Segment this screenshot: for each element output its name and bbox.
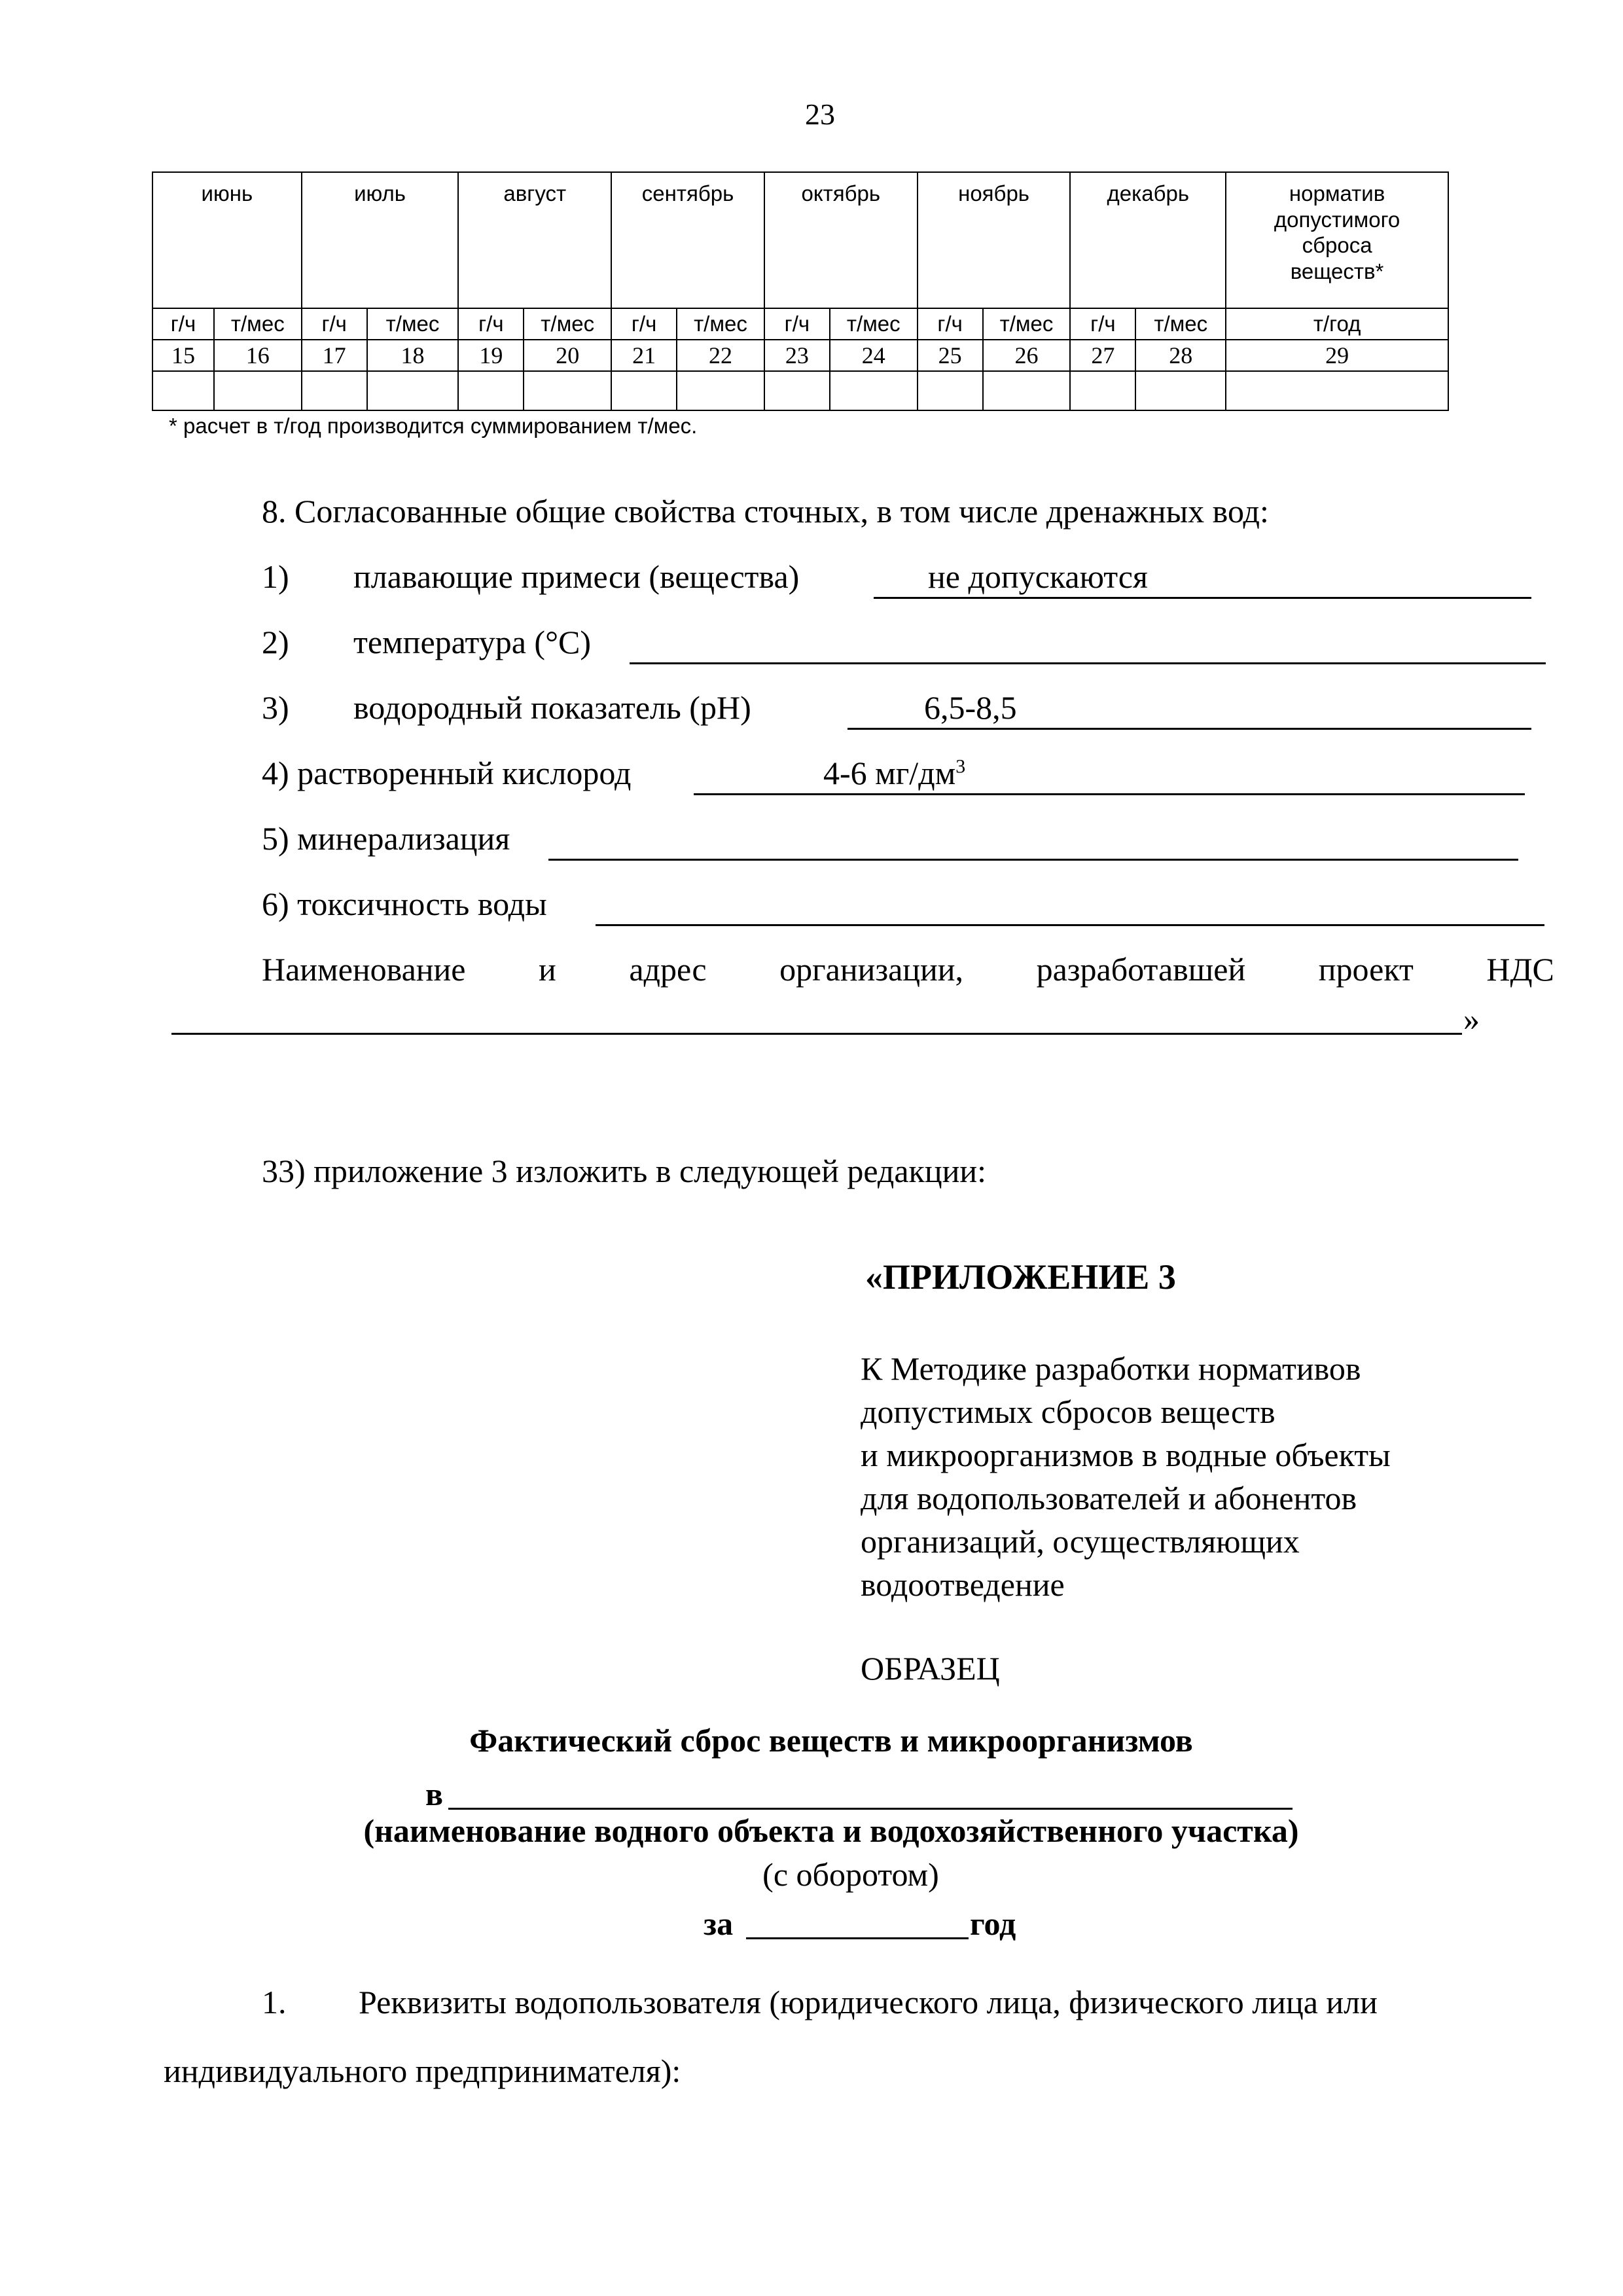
item-label: водородный показатель (рН) — [353, 689, 751, 726]
page-number: 23 — [805, 98, 835, 131]
empty-cell — [1070, 371, 1135, 410]
norm-header: норматив допустимого сброса веществ* — [1226, 172, 1448, 308]
column-number: 21 — [611, 340, 677, 371]
oxygen-value-exponent: 3 — [955, 755, 966, 778]
empty-cell — [764, 371, 830, 410]
column-number: 19 — [458, 340, 524, 371]
unit-cell: т/мес — [830, 308, 918, 340]
mineralization-fill-line — [548, 859, 1518, 861]
appendix-subtitle-line: водоотведение — [861, 1566, 1065, 1603]
empty-cell — [302, 371, 367, 410]
units-row — [152, 308, 1448, 340]
unit-cell: г/ч — [764, 308, 830, 340]
item-label: 6) токсичность воды — [262, 886, 547, 922]
month-header: сентябрь — [611, 172, 764, 308]
unit-cell: г/ч — [611, 308, 677, 340]
org-word: организации, — [779, 951, 964, 988]
org-word: НДС — [1486, 951, 1554, 988]
section-8-heading: 8. Согласованные общие свойства сточных, в том числе дренажных вод: — [262, 493, 1269, 529]
floating-impurities-value: не допускаются — [928, 558, 1148, 595]
column-number: 15 — [152, 340, 214, 371]
month-header: июнь — [152, 172, 302, 308]
item-label: температура (°С) — [353, 624, 592, 660]
fill-line — [847, 728, 1531, 730]
item-number: 1) — [262, 558, 289, 595]
item-number: 3) — [262, 689, 289, 726]
empty-cell — [1135, 371, 1226, 410]
unit-cell: т/мес — [677, 308, 764, 340]
org-word: и — [539, 951, 556, 988]
column-number: 24 — [830, 340, 918, 371]
unit-cell: г/ч — [458, 308, 524, 340]
empty-cell — [214, 371, 302, 410]
item-label: плавающие примеси (вещества) — [353, 558, 800, 595]
ph-value: 6,5-8,5 — [924, 689, 1017, 726]
in-prefix: в — [425, 1776, 444, 1812]
monthly-discharge-table — [152, 171, 1449, 411]
column-number: 17 — [302, 340, 367, 371]
fill-line — [694, 793, 1525, 795]
appendix-subtitle-line: и микроорганизмов в водные объекты — [861, 1437, 1391, 1473]
empty-cell — [830, 371, 918, 410]
column-number: 25 — [918, 340, 983, 371]
empty-cell — [524, 371, 611, 410]
empty-cell — [677, 371, 764, 410]
appendix-subtitle-line: для водопользователей и абонентов — [861, 1480, 1357, 1516]
sample-label: ОБРАЗЕЦ — [861, 1650, 1000, 1687]
item-label: 5) минерализация — [262, 820, 510, 857]
toxicity-fill-line — [596, 924, 1544, 926]
column-number: 26 — [983, 340, 1071, 371]
column-number: 22 — [677, 340, 764, 371]
unit-cell: т/мес — [524, 308, 611, 340]
column-number-row — [152, 340, 1448, 371]
form-title: Фактический сброс веществ и микроорганизмов — [469, 1722, 1193, 1759]
column-number: 23 — [764, 340, 830, 371]
year-suffix: год — [970, 1905, 1016, 1942]
temperature-fill-line — [630, 662, 1546, 664]
item-1-number: 1. — [262, 1984, 287, 2020]
item-label: 4) растворенный кислород — [262, 755, 632, 791]
unit-cell: т/мес — [1135, 308, 1226, 340]
item-1-text-line2: индивидуального предпринимателя): — [164, 2053, 681, 2089]
empty-cell — [918, 371, 983, 410]
appendix-title: «ПРИЛОЖЕНИЕ 3 — [865, 1257, 1176, 1297]
appendix-subtitle — [861, 1347, 1391, 1606]
unit-cell: т/мес — [214, 308, 302, 340]
unit-cell: г/ч — [152, 308, 214, 340]
developer-org-line — [262, 950, 1554, 988]
closing-quote: » — [1463, 1001, 1480, 1037]
org-word: Наименование — [262, 951, 466, 988]
month-header: декабрь — [1070, 172, 1226, 308]
column-number: 18 — [367, 340, 459, 371]
month-header: июль — [302, 172, 459, 308]
item-33-text: 33) приложение 3 изложить в следующей редакции: — [262, 1153, 986, 1189]
unit-cell: г/ч — [1070, 308, 1135, 340]
empty-cell — [611, 371, 677, 410]
table-footnote: * расчет в т/год производится суммированием т/мес. — [169, 414, 698, 438]
oxygen-value-text: 4-6 мг/дм — [823, 755, 956, 791]
for-prefix: за — [704, 1905, 734, 1942]
dissolved-oxygen-value — [823, 754, 965, 792]
item-number: 2) — [262, 624, 289, 660]
org-word: проект — [1318, 951, 1414, 988]
year-fill-line — [746, 1937, 969, 1939]
column-number: 28 — [1135, 340, 1226, 371]
month-header: октябрь — [764, 172, 918, 308]
column-number: 29 — [1226, 340, 1448, 371]
empty-cell — [367, 371, 459, 410]
empty-data-row — [152, 371, 1448, 410]
turnover-note: (с оборотом) — [762, 1856, 939, 1893]
unit-cell: т/мес — [983, 308, 1071, 340]
unit-cell: т/мес — [367, 308, 459, 340]
column-number: 20 — [524, 340, 611, 371]
empty-cell — [458, 371, 524, 410]
fill-line — [874, 597, 1531, 599]
month-header: август — [458, 172, 611, 308]
unit-cell: г/ч — [302, 308, 367, 340]
empty-cell — [1226, 371, 1448, 410]
unit-cell: т/год — [1226, 308, 1448, 340]
appendix-subtitle-line: организаций, осуществляющих — [861, 1523, 1300, 1560]
appendix-subtitle-line: К Методике разработки нормативов — [861, 1350, 1361, 1387]
water-body-caption: (наименование водного объекта и водохозяйственного участка) — [363, 1812, 1299, 1849]
empty-cell — [152, 371, 214, 410]
item-1-text-line1: Реквизиты водопользователя (юридического лица, физического лица или — [359, 1984, 1378, 2020]
unit-cell: г/ч — [918, 308, 983, 340]
org-word: разработавшей — [1036, 951, 1246, 988]
org-fill-line — [171, 1033, 1462, 1035]
water-body-fill-line — [448, 1808, 1293, 1810]
month-header-row — [152, 172, 1448, 308]
column-number: 27 — [1070, 340, 1135, 371]
org-word: адрес — [629, 951, 707, 988]
column-number: 16 — [214, 340, 302, 371]
month-header: ноябрь — [918, 172, 1071, 308]
empty-cell — [983, 371, 1071, 410]
appendix-subtitle-line: допустимых сбросов веществ — [861, 1393, 1275, 1430]
